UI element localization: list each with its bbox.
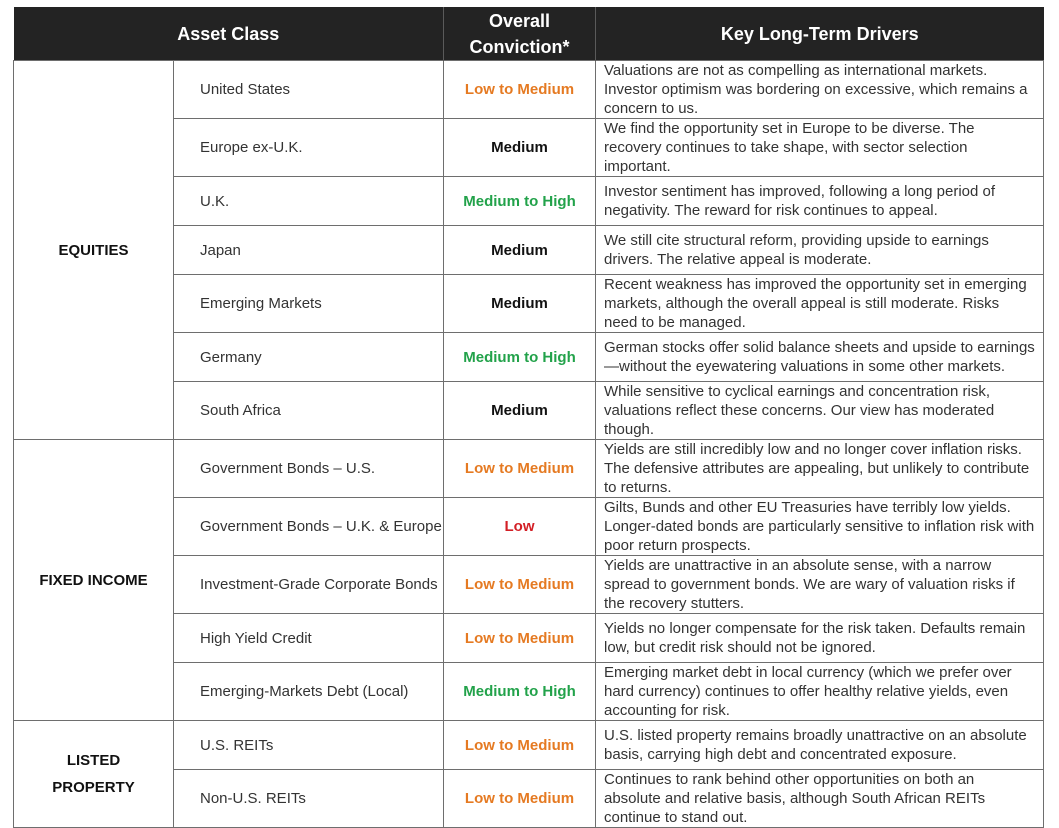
conviction-cell: Low to Medium	[444, 61, 596, 119]
asset-class-table	[13, 7, 1044, 828]
region-cell: South Africa	[174, 382, 444, 440]
conviction-cell: Low to Medium	[444, 440, 596, 498]
region-cell: High Yield Credit	[174, 614, 444, 663]
asset-group-label: LISTED PROPERTY	[14, 721, 174, 828]
conviction-cell: Medium	[444, 226, 596, 275]
drivers-cell: Yields are unattractive in an absolute sense, with a narrow spread to government bonds. We are wary of valuation risks if the recovery stutters.	[596, 556, 1044, 614]
table-body	[14, 61, 1044, 828]
drivers-cell: While sensitive to cyclical earnings and concentration risk, valuations reflect these concerns. Our view has moderated though.	[596, 382, 1044, 440]
conviction-cell: Medium to High	[444, 663, 596, 721]
region-cell: Europe ex-U.K.	[174, 119, 444, 177]
region-cell: Investment-Grade Corporate Bonds	[174, 556, 444, 614]
asset-group-label: FIXED INCOME	[14, 440, 174, 721]
conviction-cell: Medium to High	[444, 177, 596, 226]
conviction-cell: Medium	[444, 275, 596, 333]
drivers-cell: Yields are still incredibly low and no longer cover inflation risks. The defensive attributes are appealing, but unlikely to contribute to returns.	[596, 440, 1044, 498]
drivers-cell: Recent weakness has improved the opportunity set in emerging markets, although the overall appeal is still moderate. Risks need to be managed.	[596, 275, 1044, 333]
table-row	[14, 61, 1044, 119]
table-row	[14, 440, 1044, 498]
drivers-cell: U.S. listed property remains broadly unattractive on an absolute basis, carrying high debt and concentrated exposure.	[596, 721, 1044, 770]
conviction-cell: Low to Medium	[444, 614, 596, 663]
region-cell: Non-U.S. REITs	[174, 770, 444, 828]
header-conviction-line1: Overall	[488, 10, 551, 31]
region-cell: Government Bonds – U.S.	[174, 440, 444, 498]
drivers-cell: We still cite structural reform, providing upside to earnings drivers. The relative appeal is moderate.	[596, 226, 1044, 275]
drivers-cell: Valuations are not as compelling as international markets. Investor optimism was bordering on excessive, which remains a concern to us.	[596, 61, 1044, 119]
conviction-cell: Low to Medium	[444, 721, 596, 770]
region-cell: Emerging Markets	[174, 275, 444, 333]
region-cell: Germany	[174, 333, 444, 382]
region-cell: Government Bonds – U.K. & Europe	[174, 498, 444, 556]
header-row	[14, 7, 1044, 61]
conviction-cell: Medium to High	[444, 333, 596, 382]
header-conviction-line2: Conviction*	[469, 36, 570, 57]
conviction-cell: Medium	[444, 119, 596, 177]
header-drivers: Key Long-Term Drivers	[596, 7, 1044, 61]
region-cell: U.S. REITs	[174, 721, 444, 770]
conviction-cell: Low	[444, 498, 596, 556]
drivers-cell: German stocks offer solid balance sheets and upside to earnings—without the eyewatering valuations in some other markets.	[596, 333, 1044, 382]
header-conviction	[444, 7, 596, 61]
conviction-cell: Low to Medium	[444, 556, 596, 614]
conviction-cell: Low to Medium	[444, 770, 596, 828]
region-cell: U.K.	[174, 177, 444, 226]
header-asset-class: Asset Class	[14, 7, 444, 61]
table-row	[14, 721, 1044, 770]
drivers-cell: Investor sentiment has improved, following a long period of negativity. The reward for risk continues to appeal.	[596, 177, 1044, 226]
region-cell: Emerging-Markets Debt (Local)	[174, 663, 444, 721]
drivers-cell: Gilts, Bunds and other EU Treasuries have terribly low yields. Longer-dated bonds are particularly sensitive to inflation risk with poor return prospects.	[596, 498, 1044, 556]
conviction-cell: Medium	[444, 382, 596, 440]
drivers-cell: Continues to rank behind other opportunities on both an absolute and relative basis, although South African REITs continue to stand out.	[596, 770, 1044, 828]
drivers-cell: We find the opportunity set in Europe to be diverse. The recovery continues to take shape, with sector selection important.	[596, 119, 1044, 177]
region-cell: United States	[174, 61, 444, 119]
drivers-cell: Yields no longer compensate for the risk taken. Defaults remain low, but credit risk should not be ignored.	[596, 614, 1044, 663]
drivers-cell: Emerging market debt in local currency (which we prefer over hard currency) continues to offer healthy relative yields, even accounting for risk.	[596, 663, 1044, 721]
asset-group-label: EQUITIES	[14, 61, 174, 440]
region-cell: Japan	[174, 226, 444, 275]
